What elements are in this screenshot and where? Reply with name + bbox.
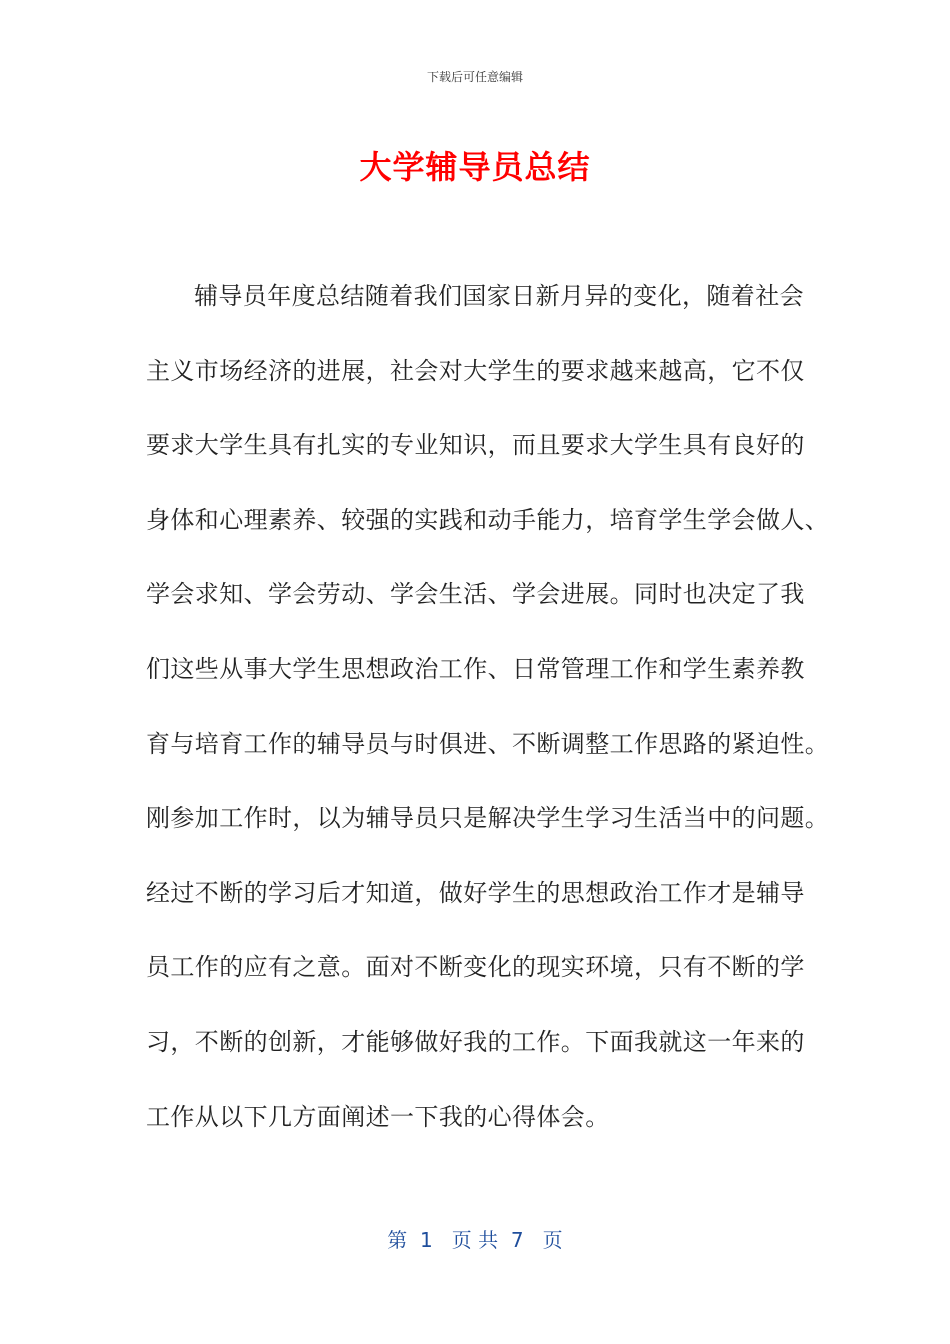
body-text xyxy=(146,276,830,1171)
header-note: 下载后可任意编辑 xyxy=(426,70,523,84)
body-line: 员工作的应有之意。面对不断变化的现实环境，只有不断的学 xyxy=(146,953,805,982)
body-line: 要求大学生具有扎实的专业知识，而且要求大学生具有良好的 xyxy=(146,431,805,460)
body-line: 主义市场经济的进展，社会对大学生的要求越来越高，它不仅 xyxy=(146,356,805,385)
page-footer: 第 1 页 共 7 页 xyxy=(387,1228,563,1252)
body-line: 经过不断的学习后才知道，做好学生的思想政治工作才是辅导 xyxy=(146,878,805,907)
body-line: 工作从以下几方面阐述一下我的心得体会。 xyxy=(146,1102,610,1131)
body-line: 们这些从事大学生思想政治工作、日常管理工作和学生素养教 xyxy=(146,654,805,683)
body-line: 辅导员年度总结随着我们国家日新月异的变化，随着社会 xyxy=(194,282,804,310)
body-line: 刚参加工作时，以为辅导员只是解决学生学习生活当中的问题。 xyxy=(146,804,830,833)
body-line: 育与培育工作的辅导员与时俱进、不断调整工作思路的紧迫性。 xyxy=(146,729,830,758)
document-title: 大学辅导员总结 xyxy=(359,148,591,186)
body-line: 习，不断的创新，才能够做好我的工作。下面我就这一年来的 xyxy=(146,1027,805,1056)
body-line: 学会求知、学会劳动、学会生活、学会进展。同时也决定了我 xyxy=(146,580,805,609)
body-line: 身体和心理素养、较强的实践和动手能力，培育学生学会做人、 xyxy=(146,505,830,534)
